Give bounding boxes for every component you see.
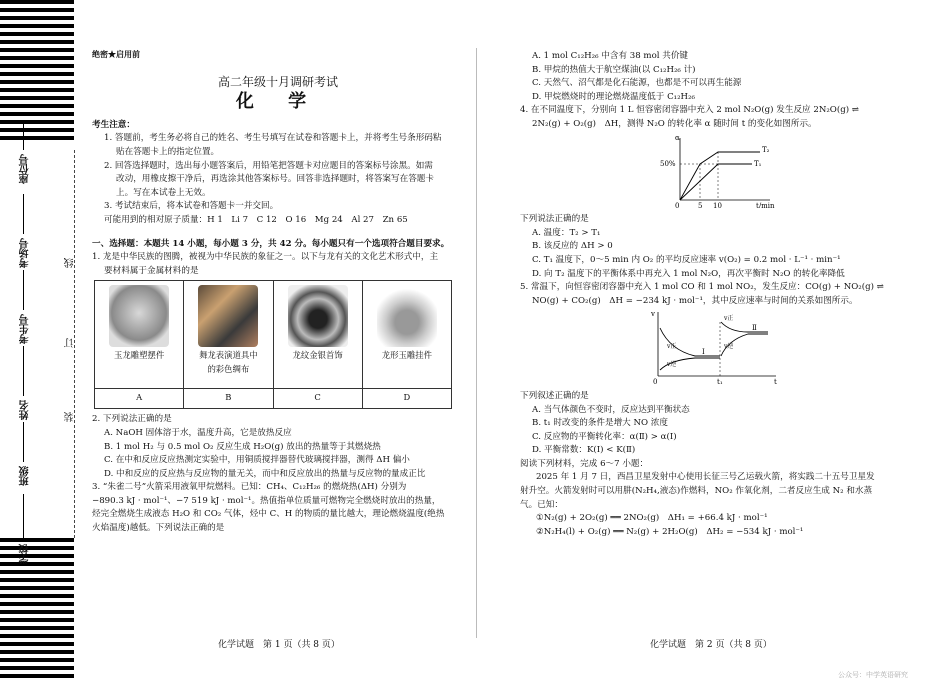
q3-option: C. 天然气、沼气都是化石能源，也都是不可以再生能源 — [532, 78, 742, 89]
question-3-stem: 火焰温度)越低。下列说法正确的是 — [92, 523, 225, 534]
binding-stripes-bottom — [0, 538, 74, 688]
q1-item-label: 龙纹金银首饰 — [292, 350, 343, 361]
question-4-stem: 4. 在不同温度下，分别向 1 L 恒容密闭容器中充入 2 mol N₂O(g) 发生反应 2N₂O(g) ⇌ — [520, 105, 859, 116]
q3-option: D. 甲烷燃烧时的理论燃烧温度低于 C₁₂H₂₆ — [532, 91, 695, 102]
stage-II-label: Ⅱ — [752, 324, 757, 333]
question-1-stem: 1. 龙是中华民族的图腾，被视为中华民族的象征之一。以下与龙有关的文化艺术形式中，主 — [92, 252, 439, 263]
series-T1 — [680, 164, 752, 200]
field-line — [23, 270, 24, 310]
tick-10: 10 — [713, 201, 722, 208]
question-5-stem: NO(g) + CO₂(g) ΔH = −234 kJ · mol⁻¹，其中反应速率与时间的关系如图所示。 — [532, 295, 858, 306]
column-divider — [476, 48, 477, 638]
secret-tag: 绝密★启用前 — [92, 49, 140, 59]
left-column — [92, 0, 464, 536]
v-reverse-label-1: v逆 — [667, 361, 677, 369]
field-line — [23, 120, 24, 150]
q2-option: D. 中和反应的反应热与反应物的量无关，而中和反应放出的热量与反应物的量成正比 — [104, 468, 426, 479]
reading-intro: 阅读下列材料，完成 6～7 小题： — [520, 458, 649, 469]
note-line: 2. 回答选择题时，选出每小题答案后，用铅笔把答题卡对应题目的答案标号涂黑。如需 — [104, 160, 433, 171]
pct-label: 50% — [660, 159, 676, 168]
q5-option: D. 平衡常数：K(Ⅰ) < K(Ⅱ) — [532, 445, 636, 456]
x-axis-label: t/min — [756, 201, 775, 208]
q1-option-c: C — [273, 389, 362, 409]
q4-option: C. T₁ 温度下，0～5 min 内 O₂ 的平均反应速率 v(O₂) = 0.2 mol · L⁻¹ · min⁻¹ — [532, 254, 841, 265]
dragon-dance-image — [198, 285, 258, 347]
v-forward-label-2: v正 — [724, 315, 734, 323]
q3-option: B. 甲烷的热值大于航空煤油(以 C₁₂H₂₆ 计) — [532, 64, 696, 75]
notes-title: 考生注意： — [92, 119, 135, 130]
q1-cell-a — [95, 281, 184, 389]
note-line: 上。写在本试卷上无效。 — [116, 187, 211, 198]
q1-item-label: 玉龙雕塑摆件 — [114, 350, 165, 361]
x-axis-label: t — [774, 378, 777, 385]
q1-option-b: B — [184, 389, 273, 409]
v-forward-label-1: v正 — [667, 343, 677, 351]
q2-option: B. 1 mol H₂ 与 0.5 mol O₂ 反应生成 H₂O(g) 放出的热量等于其燃烧热 — [104, 441, 381, 452]
series-v-forward-1 — [660, 328, 720, 356]
q2-option: C. 在中和反应反应热测定实验中，用铜质搅拌器替代玻璃搅拌器，测得 ΔH 偏小 — [104, 455, 410, 466]
mark-bind: 订 — [65, 338, 76, 348]
q4-ask: 下列说法正确的是 — [520, 214, 589, 225]
watermark: 公众号：中学英语研究 — [838, 671, 908, 679]
binding-stripes-top — [0, 0, 74, 150]
school-label: 学校 — [20, 544, 31, 564]
q1-cell-b — [184, 281, 273, 389]
question-2-stem: 2. 下列说法正确的是 — [92, 414, 172, 425]
right-column — [520, 0, 940, 539]
series-T1-label: T₁ — [754, 159, 762, 168]
q5-option: A. 当气体颜色不变时，反应达到平衡状态 — [532, 404, 690, 415]
q4-option: D. 向 T₂ 温度下的平衡体系中再充入 1 mol N₂O，再次平衡时 N₂O 的转化率降低 — [532, 268, 845, 279]
field-line — [23, 194, 24, 234]
v-reverse-label-2: v逆 — [724, 343, 734, 351]
q4-option: B. 该反应的 ΔH > 0 — [532, 241, 613, 252]
q2-option: A. NaOH 固体溶于水，温度升高，它是放热反应 — [104, 427, 292, 438]
q1-cell-d — [362, 281, 451, 389]
page-footer-right: 化学试题 第 2 页（共 8 页） — [650, 640, 772, 650]
page-footer-left: 化学试题 第 1 页（共 8 页） — [218, 640, 340, 650]
q4-conversion-chart — [520, 132, 940, 208]
note-line: 贴在答题卡上的指定位置。 — [116, 146, 220, 157]
q4-option: A. 温度：T₂ > T₁ — [532, 227, 601, 238]
series-T2-label: T₂ — [762, 145, 770, 154]
q5-rate-chart — [520, 308, 940, 384]
question-3-stem: 3. “朱雀二号”火箭采用液氧甲烷燃料。已知：CH₄、C₁₂H₂₆ 的燃烧热(ΔH) 分别为 — [92, 482, 407, 493]
q1-option-a: A — [95, 389, 184, 409]
question-1-stem-cont: 要材料属于金属材料的是 — [104, 265, 199, 276]
q1-material-table — [94, 280, 452, 409]
exam-room-label: 考场号 — [20, 238, 31, 268]
note-line: 1. 答题前，考生务必将自己的姓名、考生号填写在试卷和答题卡上，并将考生号条形码粘 — [104, 133, 442, 144]
dragon-ring-image — [288, 285, 348, 347]
q1-cell-c — [273, 281, 362, 389]
question-5-stem: 5. 常温下，向恒容密闭容器中充入 1 mol CO 和 1 mol NO₂，发生反应：CO(g) + NO₂(g) ⇌ — [520, 282, 884, 293]
question-3-stem: 烃完全燃烧生成液态 H₂O 和 CO₂ 气体，烃中 C、H 的物质的量比越大，理论燃烧温度(绝热 — [92, 509, 445, 520]
q1-item-label: 舞龙表演道具中 — [199, 350, 258, 361]
question-3-stem: −890.3 kJ · mol⁻¹、−7 519 kJ · mol⁻¹。热值指单位质量可燃物完全燃烧时放出的热量， — [92, 495, 441, 506]
tick-0: 0 — [675, 201, 680, 208]
exam-title: 高二年级十月调研考试 — [217, 74, 338, 89]
q1-option-d: D — [362, 389, 451, 409]
tick-0: 0 — [653, 378, 658, 385]
field-line — [23, 346, 24, 396]
q1-item-label-2: 的彩色绸布 — [207, 363, 250, 374]
field-line — [23, 494, 24, 538]
note-line: 改动，用橡皮擦干净后，再选涂其他答案标号。回答非选择题时，将答案写在答题卡 — [116, 174, 434, 185]
q5-ask: 下列叙述正确的是 — [520, 390, 589, 401]
q1-item-label: 龙形玉雕挂件 — [381, 350, 432, 361]
equation-2: ②N₂H₄(l) + O₂(g) ══ N₂(g) + 2H₂O(g) ΔH₂ = −534 kJ · mol⁻¹ — [536, 526, 804, 537]
question-4-stem: 2N₂(g) + O₂(g) ΔH，测得 N₂O 的转化率 α 随时间 t 的变化如图所示。 — [532, 118, 817, 129]
series-v-forward-2 — [721, 322, 768, 332]
material-line: 2025 年 1 月 7 日，西昌卫星发射中心使用长征三号乙运载火箭，将实践二十五号卫星发 — [536, 472, 875, 483]
section-heading: 一、选择题：本题共 14 小题，每小题 3 分，共 42 分。每小题只有一个选项符合题目要求。 — [92, 238, 450, 249]
stage-I-label: Ⅰ — [702, 348, 705, 357]
exam-no-label: 考生号 — [20, 314, 31, 344]
q3-option: A. 1 mol C₁₂H₂₆ 中含有 38 mol 共价键 — [532, 51, 689, 61]
field-line — [23, 422, 24, 462]
jade-dragon-image — [109, 285, 169, 347]
y-axis-label: α — [675, 133, 680, 142]
mark-install: 装 — [65, 412, 76, 422]
seat-no-label: 座位号 — [20, 154, 31, 184]
name-label: 姓名 — [20, 400, 31, 420]
note-line: 3. 考试结束后，将本试卷和答题卡一并交回。 — [104, 201, 279, 212]
jade-pendant-image — [377, 285, 437, 347]
mark-line: 线 — [65, 258, 76, 268]
subject-title: 化 学 — [235, 91, 321, 113]
q5-option: C. 反应物的平衡转化率：α(Ⅱ) > α(Ⅰ) — [532, 431, 677, 442]
equation-1: ①N₂(g) + 2O₂(g) ══ 2NO₂(g) ΔH₁ = +66.4 kJ · mol⁻¹ — [536, 513, 768, 524]
tick-5: 5 — [698, 201, 703, 208]
material-line: 射升空。火箭发射时可以用肼(N₂H₄,液态)作燃料，NO₂ 作氧化剂，二者反应生成 N₂ 和水蒸 — [520, 486, 873, 497]
series-T2 — [680, 152, 760, 200]
material-line: 气。已知： — [520, 499, 563, 510]
tick-t1: t₁ — [717, 378, 723, 385]
q5-option: B. t₁ 时改变的条件是增大 NO 浓度 — [532, 418, 668, 429]
y-axis-label: v — [651, 310, 655, 319]
atomic-mass-line: 可能用到的相对原子质量：H 1 Li 7 C 12 O 16 Mg 24 Al 27 Zn 65 — [104, 214, 408, 225]
class-label: 班级 — [20, 466, 31, 486]
